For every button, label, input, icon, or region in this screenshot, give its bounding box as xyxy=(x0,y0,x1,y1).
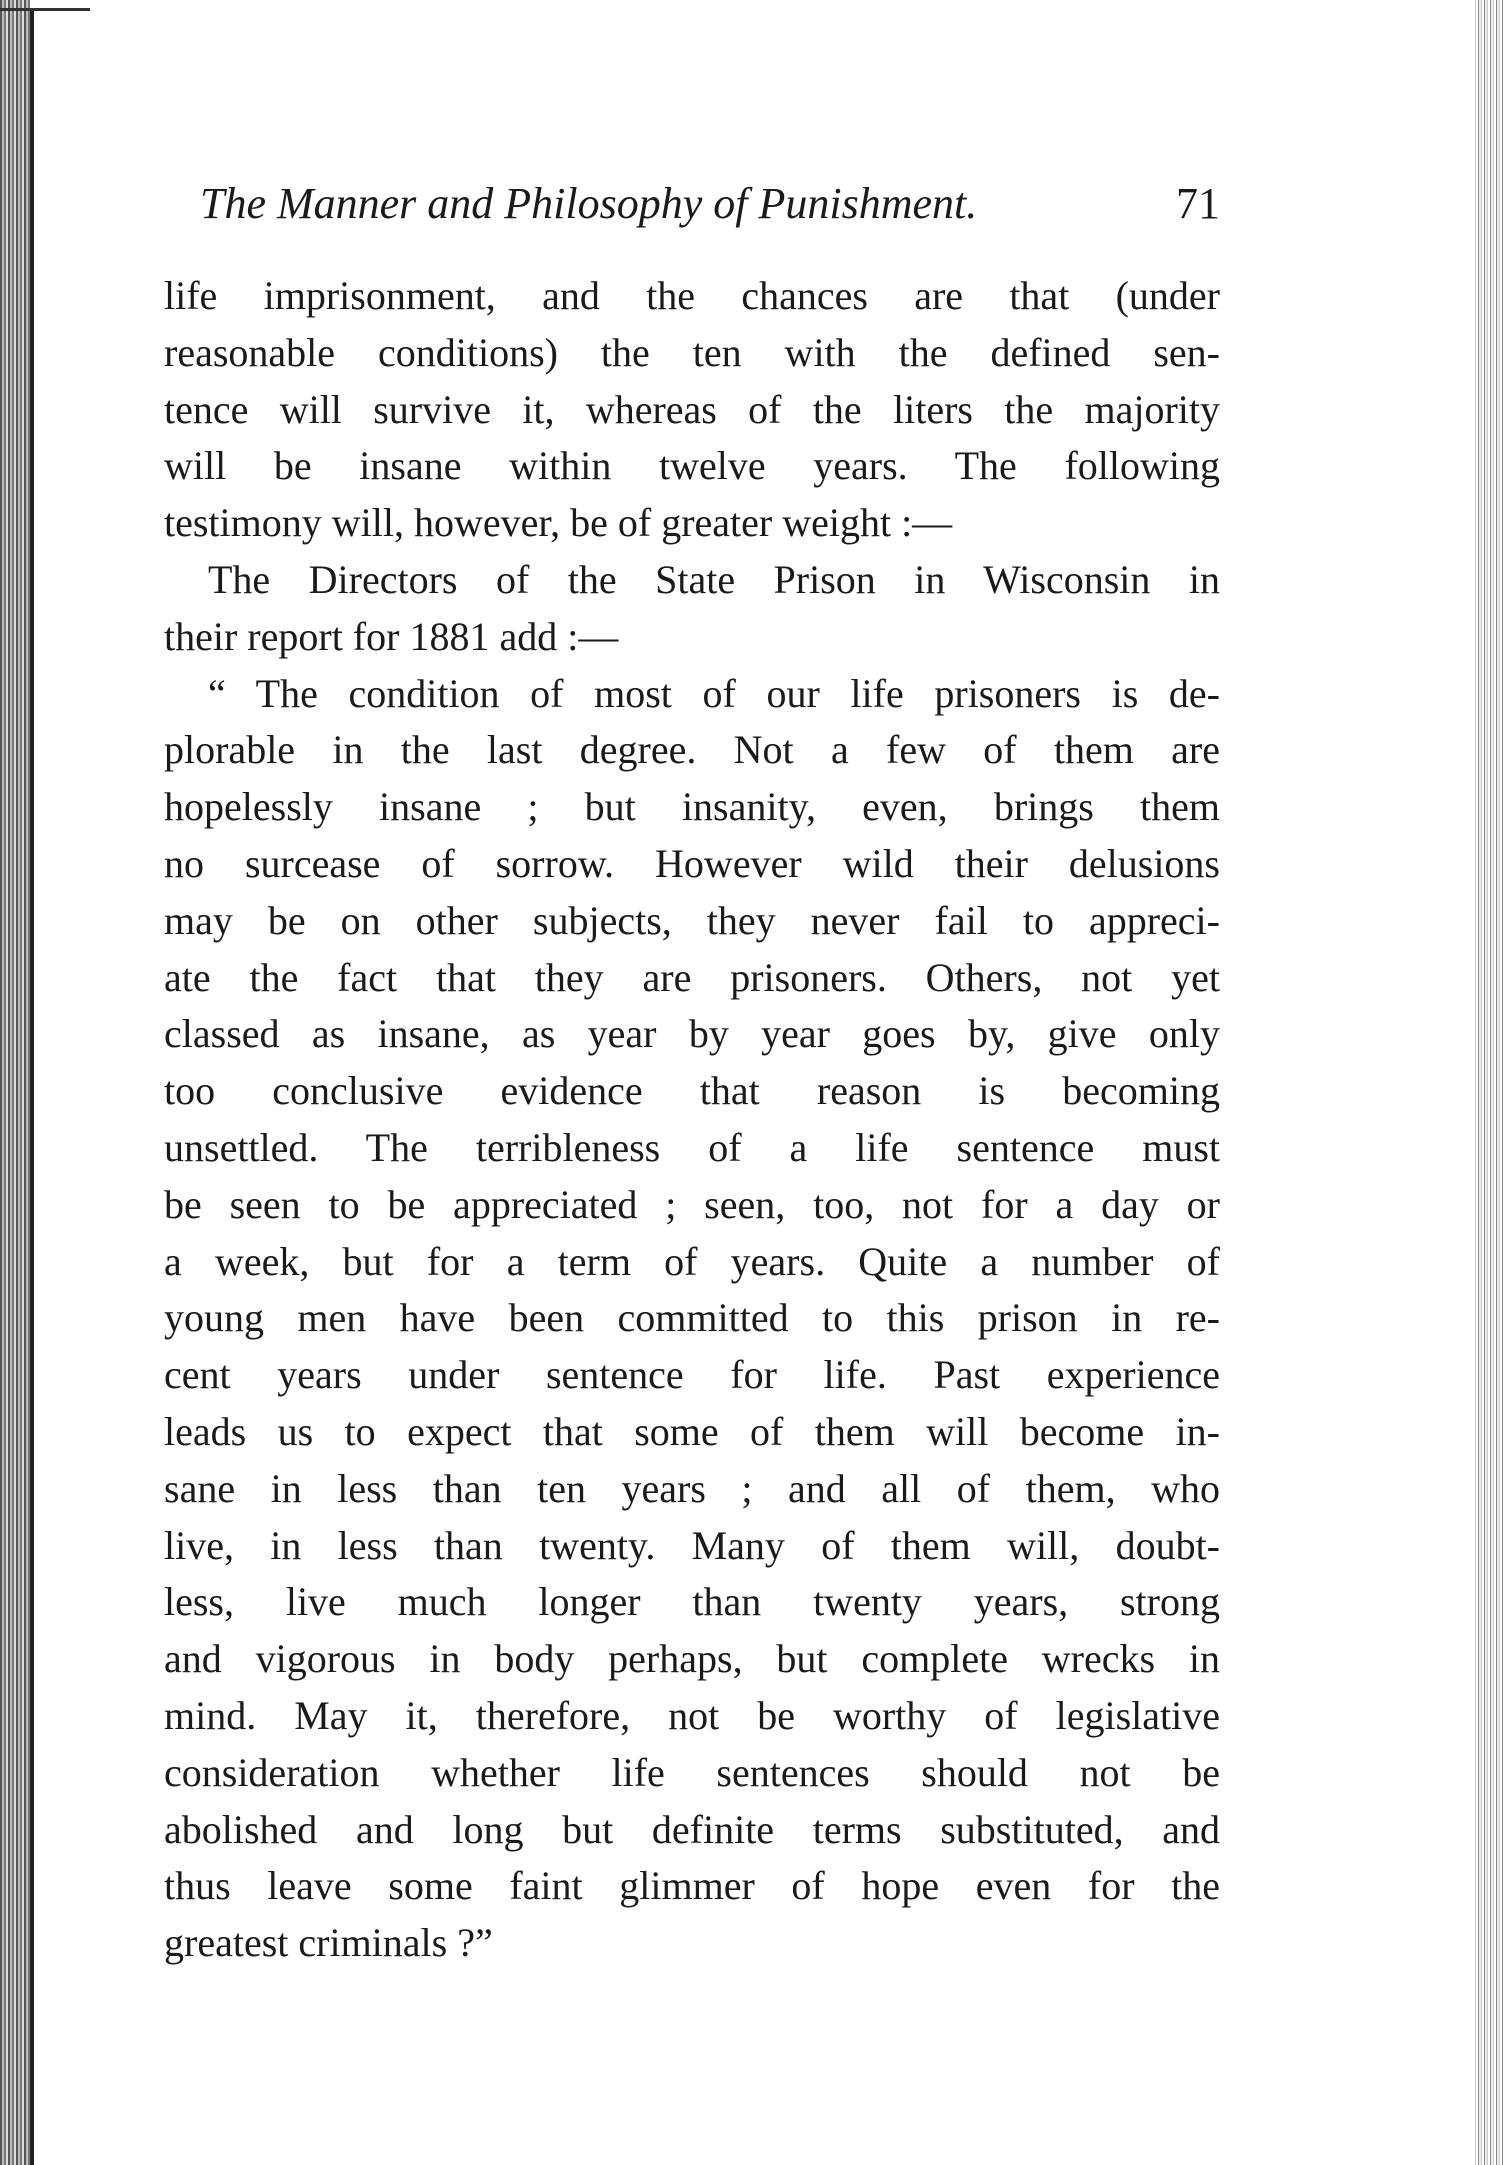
text-line: be seen to be appreciated ; seen, too, not for a day or xyxy=(164,1181,1220,1227)
text-line: live, in less than twenty. Many of them will, doubt- xyxy=(164,1522,1220,1568)
page-stack-edge xyxy=(1475,0,1503,2165)
text-line: a week, but for a term of years. Quite a number of xyxy=(164,1238,1220,1284)
text-line: tence will survive it, whereas of the liters the majority xyxy=(164,386,1220,432)
text-line: ate the fact that they are prisoners. Others, not yet xyxy=(164,954,1220,1000)
text-line: their report for 1881 add :— xyxy=(164,613,619,659)
running-header xyxy=(200,178,1220,229)
text-line: reasonable conditions) the ten with the defined sen- xyxy=(164,329,1220,375)
text-line: consideration whether life sentences should not be xyxy=(164,1749,1220,1795)
text-line: cent years under sentence for life. Past experience xyxy=(164,1352,1220,1398)
running-title: The Manner and Philosophy of Punishment. xyxy=(200,179,978,228)
text-line: plorable in the last degree. Not a few of them are xyxy=(164,727,1220,773)
text-line: testimony will, however, be of greater weight :— xyxy=(164,500,953,546)
text-line: mind. May it, therefore, not be worthy of legislative xyxy=(164,1692,1220,1738)
page-corner-mark xyxy=(0,8,90,11)
text-line: and vigorous in body perhaps, but complete wrecks in xyxy=(164,1636,1220,1682)
text-line: thus leave some faint glimmer of hope even for the xyxy=(164,1863,1220,1909)
text-line: no surcease of sorrow. However wild their delusions xyxy=(164,840,1220,886)
page-edge-line xyxy=(30,10,34,2165)
text-line: young men have been committed to this prison in re- xyxy=(164,1295,1220,1341)
text-line: life imprisonment, and the chances are that (under xyxy=(164,273,1220,318)
text-line: The Directors of the State Prison in Wisconsin in xyxy=(208,556,1220,602)
text-line: greatest criminals ?” xyxy=(164,1920,493,1966)
text-line: sane in less than ten years ; and all of them, who xyxy=(164,1465,1220,1511)
text-line: too conclusive evidence that reason is becoming xyxy=(164,1068,1220,1114)
book-spine-edge xyxy=(0,0,30,2165)
text-line: less, live much longer than twenty years, strong xyxy=(164,1579,1220,1625)
text-line: abolished and long but definite terms substituted, and xyxy=(164,1806,1220,1852)
text-line: may be on other subjects, they never fail to appreci- xyxy=(164,897,1220,943)
text-line: will be insane within twelve years. The following xyxy=(164,443,1220,489)
page-number: 71 xyxy=(1176,179,1220,228)
body-text xyxy=(164,268,1220,1972)
text-line: leads us to expect that some of them will become in- xyxy=(164,1408,1220,1454)
text-line: “ The condition of most of our life prisoners is de- xyxy=(208,670,1220,716)
text-line: classed as insane, as year by year goes by, give only xyxy=(164,1011,1220,1057)
text-line: hopelessly insane ; but insanity, even, brings them xyxy=(164,784,1220,830)
text-line: unsettled. The terribleness of a life sentence must xyxy=(164,1124,1220,1170)
